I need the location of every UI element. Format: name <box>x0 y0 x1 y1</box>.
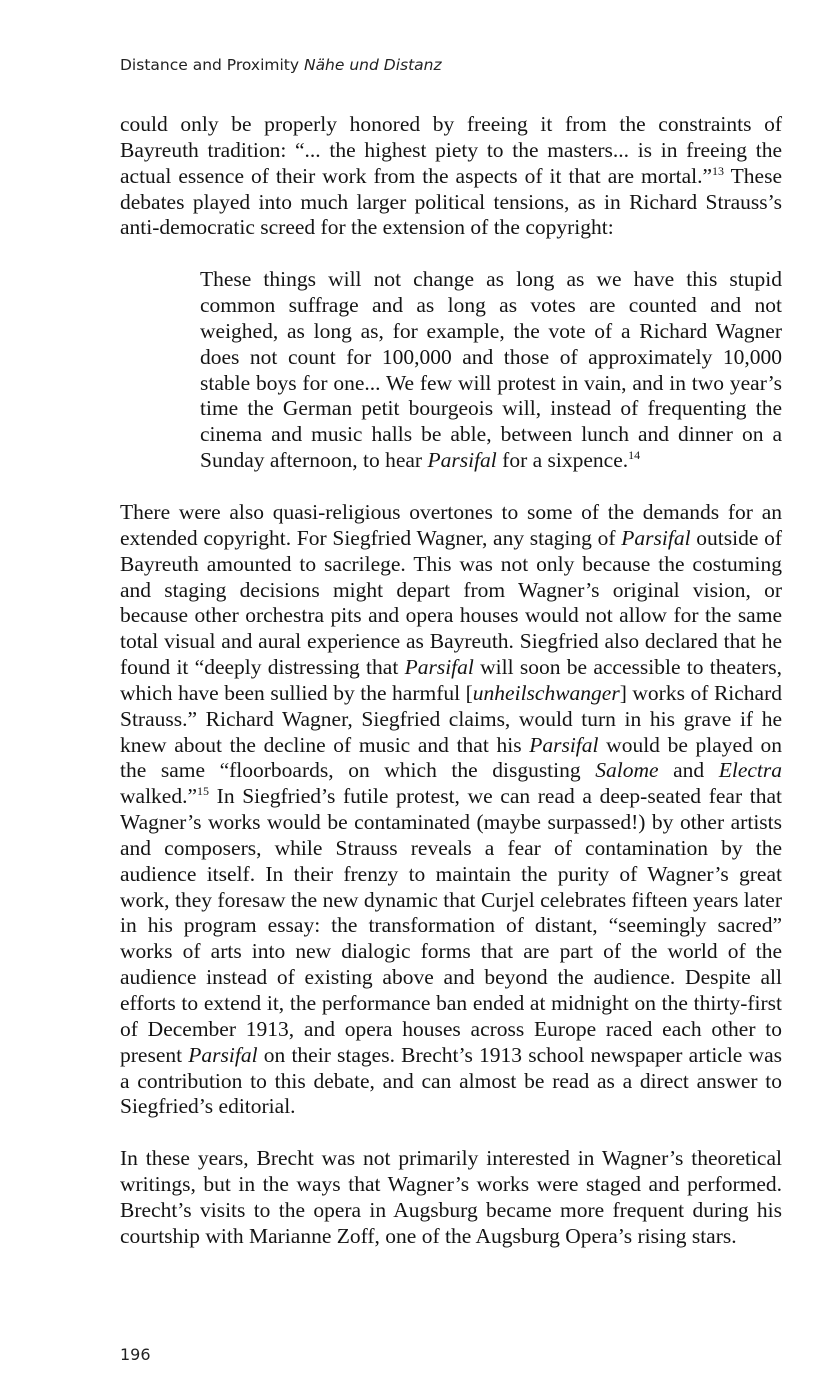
paragraph-3: In these years, Brecht was not primarily interested in Wagner’s theoretical writings, but in the ways that Wagner’s works were staged and performed. Brecht’s visits to the opera in Augsburg became more frequent during his courtship with Marianne Zoff, one of the Augsburg Opera’s rising stars. <box>120 1146 782 1248</box>
p2-text-1: There were also quasi-religious overtones to some of the demands for an extended copyright. For Siegfried Wagner, any staging of <box>120 499 782 550</box>
running-head <box>120 56 442 74</box>
p2-italic-2: Parsifal <box>404 655 474 680</box>
p2-text-8: In Siegfried’s futile protest, we can read a deep-seated fear that Wagner’s works would be contaminated (maybe surpassed!) by other artists and composers, while Strauss reveals a fear of contamination by the audience itself. In their frenzy to maintain the purity of Wagner’s great work, they foresaw the new dynamic that Curjel celebrates fifteen years later in his program essay: the transformation of distant, “seemingly sacred” works of arts into new dialogic forms that are part of the world of the audience instead of existing above and beyond the audience. Despite all efforts to extend it, the performance ban ended at midnight on the thirty-first of December 1913, and opera houses across Europe raced each other to present <box>120 784 782 1067</box>
p2-text-2: outside of Bayreuth amounted to sacrilege. This was not only because the costuming and staging decisions might depart from Wagner’s original vision, or because other orchestra pits and opera houses would not allow for the same total visual and aural experience as Bayreuth. Siegfried also declared that he found it “deeply distressing that <box>120 525 782 680</box>
p2-italic-1: Parsifal <box>621 525 691 550</box>
quote-text-b: for a sixpence. <box>496 448 629 473</box>
footnote-ref-15[interactable]: 15 <box>197 784 210 799</box>
block-quote-strauss <box>200 267 782 474</box>
p2-text-9: on their stages. Brecht’s 1913 school newspaper article was a contribution to this debate, and can almost be read as a direct answer to Siegfried’s editorial. <box>120 1042 782 1119</box>
main-text <box>120 112 782 1250</box>
p2-text-6: and <box>658 758 719 783</box>
running-head-title: Distance and Proximity <box>120 56 304 74</box>
p2-text-5: would be played on the same “floorboards, on which the disgusting <box>120 732 782 783</box>
p2-text-4: ] works of Richard Strauss.” Richard Wagner, Siegfried claims, would turn in his grave if he knew about the decline of music and that his <box>120 680 782 757</box>
p2-text-3: will soon be accessible to theaters, which have been sullied by the harmful [ <box>120 655 783 705</box>
paragraph-2 <box>120 500 782 1120</box>
p2-italic-5: Salome <box>595 758 659 783</box>
p2-text-7: walked.” <box>120 784 198 809</box>
paragraph-1-text-a: could only be properly honored by freeing it from the constraints of Bayreuth tradition: “... the highest piety to the masters... is in freeing the actual essence of their work from the aspects of it that are mortal.” <box>120 112 782 188</box>
quote-italic-parsifal: Parsifal <box>427 448 497 473</box>
p2-italic-6: Electra <box>718 758 783 783</box>
p2-italic-7: Parsifal <box>188 1042 258 1067</box>
page-number: 196 <box>120 1345 151 1364</box>
running-head-german-title: Nähe und Distanz <box>303 56 442 74</box>
quote-text-a: These things will not change as long as we have this stupid common suffrage and as long as votes are counted and not weighed, as long as, for example, the vote of a Richard Wagner does not count for 100,000 and those of approximately 10,000 stable boys for one... We few will protest in vain, and in two year’s time the German petit bourgeois will, instead of frequenting the cinema and music halls be able, between lunch and dinner on a Sunday afternoon, to hear <box>200 267 782 473</box>
paragraph-1-text-b: These debates played into much larger political tensions, as in Richard Strauss’s anti-democratic screed for the extension of the copyright: <box>120 163 782 240</box>
p2-italic-4: Parsifal <box>529 732 599 757</box>
paragraph-1 <box>120 112 782 241</box>
footnote-ref-13[interactable]: 13 <box>712 163 725 178</box>
p2-italic-3: unheilschwanger <box>472 680 620 705</box>
footnote-ref-14[interactable]: 14 <box>628 448 641 463</box>
